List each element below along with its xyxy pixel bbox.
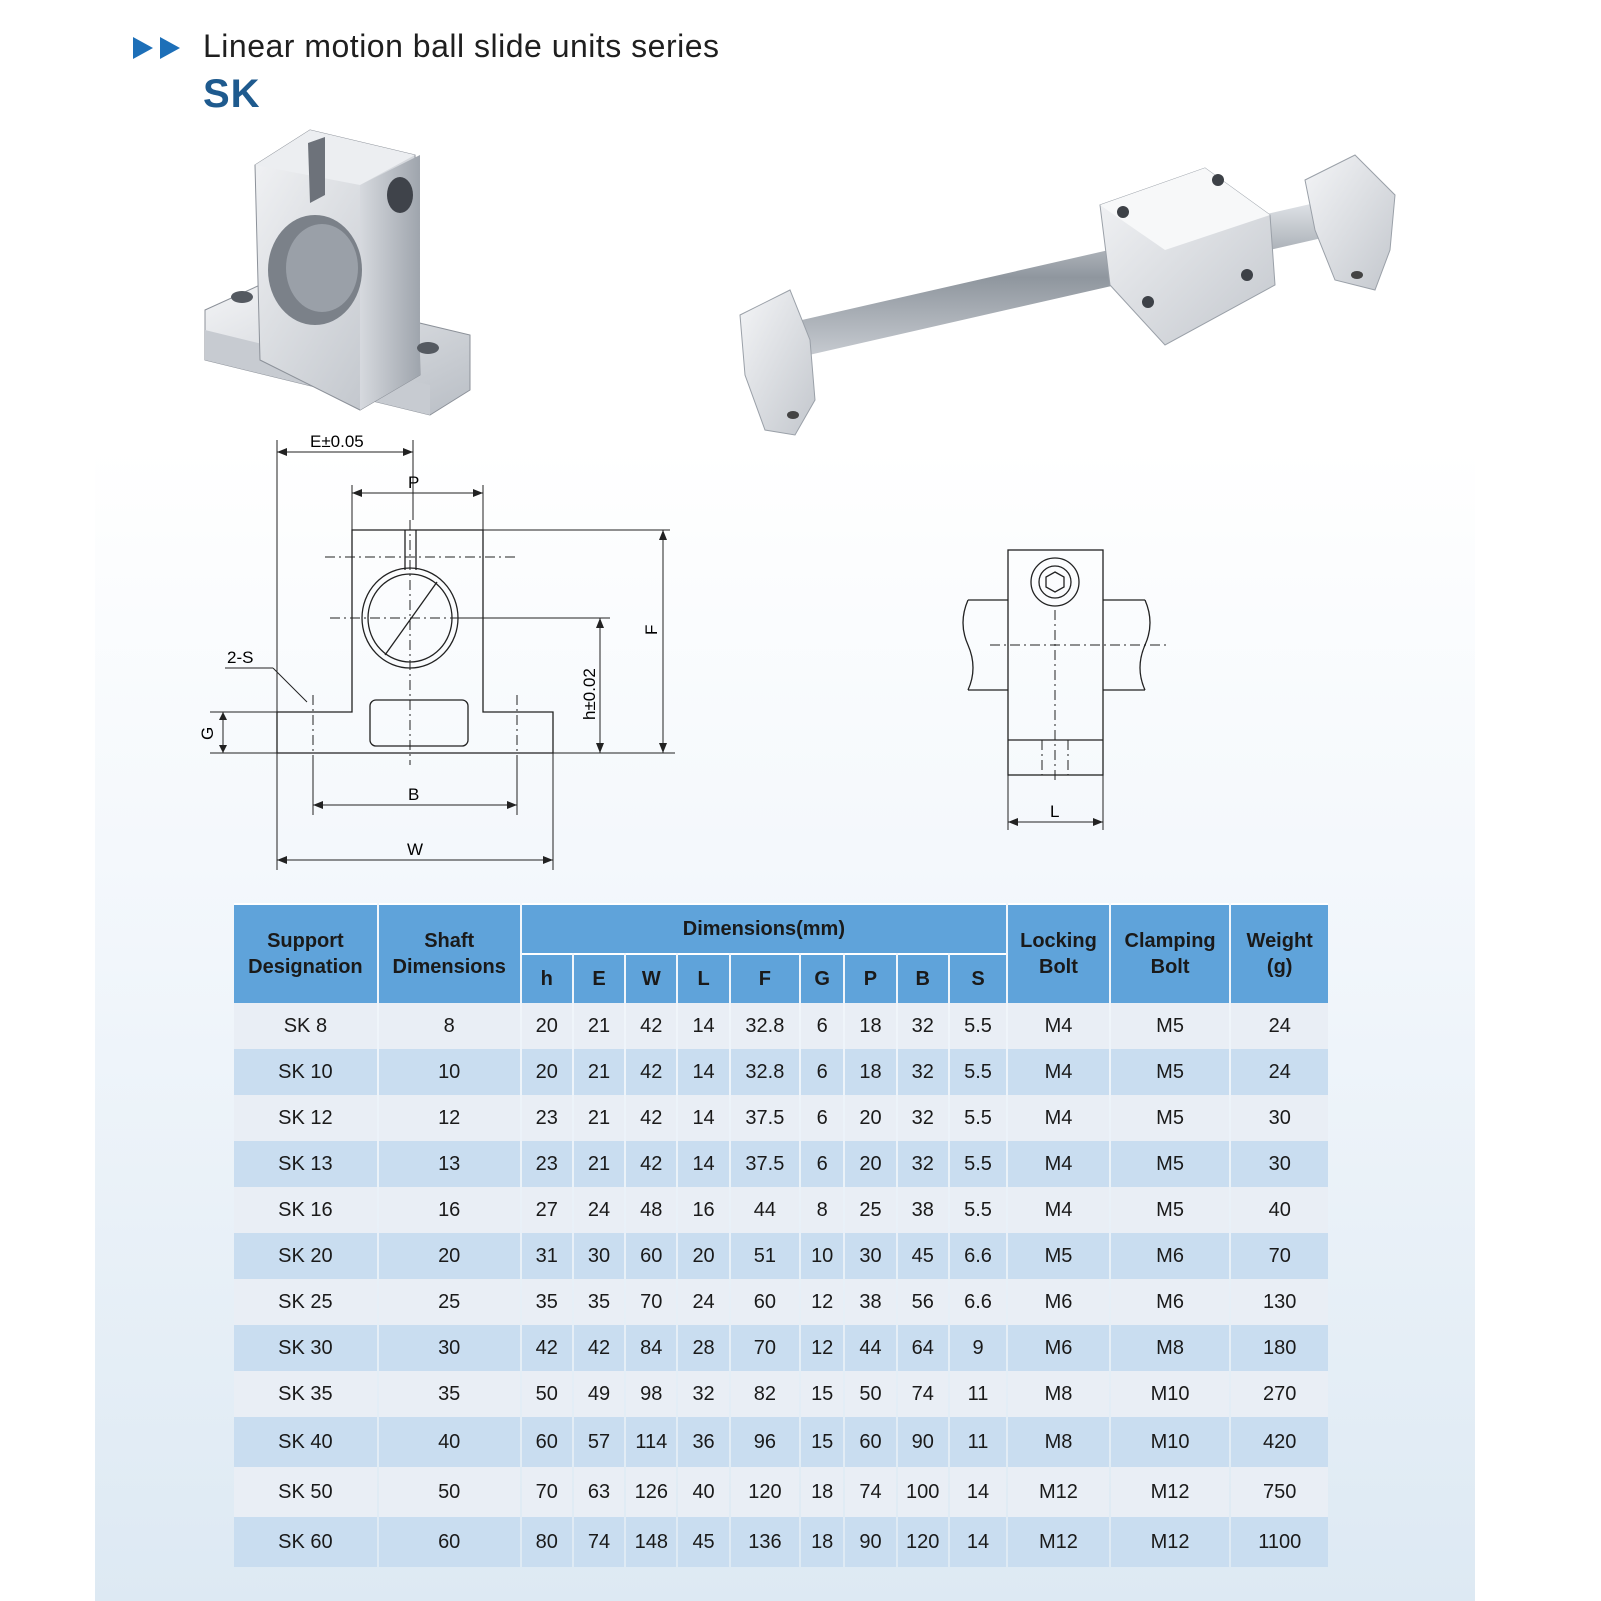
table-cell: 5.5 [950,1095,1006,1141]
l-dimension-label: L [1050,802,1060,821]
table-cell: 42 [626,1141,676,1187]
table-cell: M5 [1008,1233,1109,1279]
double-arrow-icon [133,34,185,62]
table-cell: M5 [1111,1095,1230,1141]
table-cell: 420 [1231,1417,1328,1467]
table-cell: 25 [379,1279,520,1325]
table-row [234,1417,1328,1467]
table-cell: 36 [678,1417,728,1467]
table-cell: 40 [678,1467,728,1517]
front-view-drawing [195,430,695,880]
table-cell: 30 [1231,1141,1328,1187]
table-cell: SK 12 [234,1095,377,1141]
table-cell: M5 [1111,1141,1230,1187]
table-cell: 38 [898,1187,948,1233]
header-dim-b: B [898,953,948,1003]
table-row [234,1467,1328,1517]
w-dimension-label: W [407,840,424,859]
spec-table [232,903,1330,1567]
table-cell: 48 [626,1187,676,1233]
table-cell: SK 35 [234,1371,377,1417]
table-cell: 148 [626,1517,676,1567]
e-dimension-label: E±0.05 [310,432,364,451]
table-cell: 6 [801,1049,843,1095]
header-dim-g: G [801,953,843,1003]
table-cell: 70 [522,1467,572,1517]
table-cell: 12 [801,1279,843,1325]
table-cell: 32 [898,1141,948,1187]
slide-assembly-photo [735,150,1415,445]
table-cell: 96 [731,1417,799,1467]
table-cell: 32 [678,1371,728,1417]
table-row [234,1141,1328,1187]
table-cell: 20 [379,1233,520,1279]
header-dimensions: Dimensions(mm) [522,903,1007,953]
table-cell: 20 [845,1095,895,1141]
table-cell: M10 [1111,1371,1230,1417]
table-cell: 12 [801,1325,843,1371]
table-cell: SK 16 [234,1187,377,1233]
table-cell: 5.5 [950,1003,1006,1049]
table-cell: 56 [898,1279,948,1325]
table-cell: 64 [898,1325,948,1371]
table-cell: 30 [845,1233,895,1279]
table-cell: M4 [1008,1095,1109,1141]
table-cell: 24 [574,1187,624,1233]
table-cell: 27 [522,1187,572,1233]
table-cell: 21 [574,1095,624,1141]
table-cell: SK 10 [234,1049,377,1095]
table-cell: 8 [801,1187,843,1233]
table-cell: SK 60 [234,1517,377,1567]
table-cell: 5.5 [950,1049,1006,1095]
table-cell: 120 [731,1467,799,1517]
table-cell: 84 [626,1325,676,1371]
table-cell: SK 13 [234,1141,377,1187]
table-cell: 32 [898,1003,948,1049]
table-cell: 24 [1231,1003,1328,1049]
table-cell: 1100 [1231,1517,1328,1567]
table-cell: M4 [1008,1187,1109,1233]
header-locking-bolt: Locking Bolt [1008,903,1109,1003]
table-cell: 44 [731,1187,799,1233]
table-cell: 20 [522,1003,572,1049]
header-dim-w: W [626,953,676,1003]
table-cell: 60 [379,1517,520,1567]
table-cell: 60 [522,1417,572,1467]
table-cell: 14 [678,1003,728,1049]
table-cell: 5.5 [950,1141,1006,1187]
table-cell: 6 [801,1141,843,1187]
table-cell: 18 [845,1049,895,1095]
table-cell: 90 [898,1417,948,1467]
table-row [234,1187,1328,1233]
table-cell: 42 [626,1003,676,1049]
table-cell: 11 [950,1417,1006,1467]
table-cell: 136 [731,1517,799,1567]
p-dimension-label: P [408,473,420,492]
table-cell: 31 [522,1233,572,1279]
table-cell: 5.5 [950,1187,1006,1233]
table-cell: 49 [574,1371,624,1417]
table-cell: 35 [574,1279,624,1325]
table-cell: SK 25 [234,1279,377,1325]
table-cell: SK 50 [234,1467,377,1517]
table-cell: 126 [626,1467,676,1517]
table-cell: SK 8 [234,1003,377,1049]
table-cell: 40 [1231,1187,1328,1233]
table-cell: M6 [1111,1279,1230,1325]
table-cell: 30 [379,1325,520,1371]
table-cell: 21 [574,1049,624,1095]
table-cell: 10 [801,1233,843,1279]
table-cell: 6.6 [950,1233,1006,1279]
table-cell: SK 40 [234,1417,377,1467]
header-dim-h: h [522,953,572,1003]
table-cell: 130 [1231,1279,1328,1325]
header-shaft: Shaft Dimensions [379,903,520,1003]
side-view-drawing [950,540,1190,840]
table-cell: 14 [678,1095,728,1141]
h-dimension-label: h±0.02 [580,668,599,720]
table-cell: 60 [626,1233,676,1279]
table-cell: 18 [801,1517,843,1567]
table-cell: M4 [1008,1049,1109,1095]
table-cell: M12 [1008,1467,1109,1517]
table-cell: M4 [1008,1141,1109,1187]
table-cell: 80 [522,1517,572,1567]
table-cell: 63 [574,1467,624,1517]
table-cell: SK 20 [234,1233,377,1279]
table-cell: 70 [1231,1233,1328,1279]
table-cell: 24 [678,1279,728,1325]
table-row [234,1049,1328,1095]
table-cell: 100 [898,1467,948,1517]
table-cell: 24 [1231,1049,1328,1095]
header-dim-f: F [731,953,799,1003]
table-cell: 30 [1231,1095,1328,1141]
table-cell: 45 [678,1517,728,1567]
g-dimension-label: G [198,726,217,740]
table-cell: M12 [1111,1517,1230,1567]
table-cell: M8 [1008,1371,1109,1417]
table-cell: 42 [626,1049,676,1095]
table-cell: M8 [1008,1417,1109,1467]
table-row [234,1517,1328,1567]
header-clamping-bolt: Clamping Bolt [1111,903,1230,1003]
table-cell: 25 [845,1187,895,1233]
table-cell: 11 [950,1371,1006,1417]
table-cell: 14 [950,1467,1006,1517]
table-cell: 42 [574,1325,624,1371]
sk-support-photo [200,125,490,425]
table-cell: 6 [801,1095,843,1141]
table-cell: 30 [574,1233,624,1279]
table-cell: M8 [1111,1325,1230,1371]
table-row [234,1371,1328,1417]
table-cell: 15 [801,1417,843,1467]
table-cell: M12 [1111,1467,1230,1517]
table-cell: 74 [574,1517,624,1567]
header-dim-e: E [574,953,624,1003]
header-dim-p: P [845,953,895,1003]
table-cell: 28 [678,1325,728,1371]
table-cell: 42 [522,1325,572,1371]
table-cell: 23 [522,1141,572,1187]
series-name: SK [203,72,261,116]
table-cell: M5 [1111,1187,1230,1233]
table-cell: 750 [1231,1467,1328,1517]
table-cell: 90 [845,1517,895,1567]
table-cell: 50 [845,1371,895,1417]
table-cell: 20 [522,1049,572,1095]
table-cell: 60 [845,1417,895,1467]
table-cell: 32.8 [731,1003,799,1049]
table-cell: M6 [1111,1233,1230,1279]
table-cell: 23 [522,1095,572,1141]
table-cell: M4 [1008,1003,1109,1049]
table-row [234,1279,1328,1325]
table-cell: 38 [845,1279,895,1325]
table-row [234,1003,1328,1049]
table-cell: 15 [801,1371,843,1417]
header-dim-l: L [678,953,728,1003]
table-cell: M5 [1111,1049,1230,1095]
table-cell: 74 [845,1467,895,1517]
table-cell: 40 [379,1417,520,1467]
table-cell: 16 [379,1187,520,1233]
table-cell: 120 [898,1517,948,1567]
table-cell: 42 [626,1095,676,1141]
table-cell: 21 [574,1003,624,1049]
table-cell: 50 [379,1467,520,1517]
table-cell: 6.6 [950,1279,1006,1325]
header-dim-s: S [950,953,1006,1003]
table-cell: 35 [522,1279,572,1325]
table-cell: 21 [574,1141,624,1187]
table-row [234,1233,1328,1279]
table-cell: SK 30 [234,1325,377,1371]
table-row [234,1325,1328,1371]
table-cell: 20 [678,1233,728,1279]
table-cell: 37.5 [731,1095,799,1141]
table-cell: 114 [626,1417,676,1467]
table-cell: 35 [379,1371,520,1417]
header-designation: Support Designation [234,903,377,1003]
table-cell: 50 [522,1371,572,1417]
table-cell: M5 [1111,1003,1230,1049]
table-cell: 32 [898,1095,948,1141]
table-cell: 12 [379,1095,520,1141]
table-cell: 10 [379,1049,520,1095]
table-cell: M6 [1008,1279,1109,1325]
table-cell: 14 [678,1049,728,1095]
table-cell: 8 [379,1003,520,1049]
table-cell: 45 [898,1233,948,1279]
b-dimension-label: B [408,785,420,804]
table-cell: 37.5 [731,1141,799,1187]
table-cell: M10 [1111,1417,1230,1467]
table-cell: 70 [731,1325,799,1371]
f-dimension-label: F [642,624,661,635]
table-row [234,1095,1328,1141]
table-cell: 51 [731,1233,799,1279]
table-cell: 44 [845,1325,895,1371]
s-dimension-label: 2-S [227,648,254,667]
table-cell: M12 [1008,1517,1109,1567]
table-cell: 180 [1231,1325,1328,1371]
table-cell: 74 [898,1371,948,1417]
table-cell: 14 [950,1517,1006,1567]
page-title: Linear motion ball slide units series [203,28,720,64]
table-cell: 9 [950,1325,1006,1371]
table-cell: 270 [1231,1371,1328,1417]
table-cell: 18 [845,1003,895,1049]
table-cell: 13 [379,1141,520,1187]
header-weight: Weight (g) [1231,903,1328,1003]
table-cell: 57 [574,1417,624,1467]
table-cell: 98 [626,1371,676,1417]
table-cell: 70 [626,1279,676,1325]
table-cell: 16 [678,1187,728,1233]
table-cell: 60 [731,1279,799,1325]
table-cell: M6 [1008,1325,1109,1371]
table-cell: 6 [801,1003,843,1049]
table-cell: 82 [731,1371,799,1417]
table-cell: 32 [898,1049,948,1095]
table-cell: 32.8 [731,1049,799,1095]
table-cell: 18 [801,1467,843,1517]
table-cell: 20 [845,1141,895,1187]
table-cell: 14 [678,1141,728,1187]
